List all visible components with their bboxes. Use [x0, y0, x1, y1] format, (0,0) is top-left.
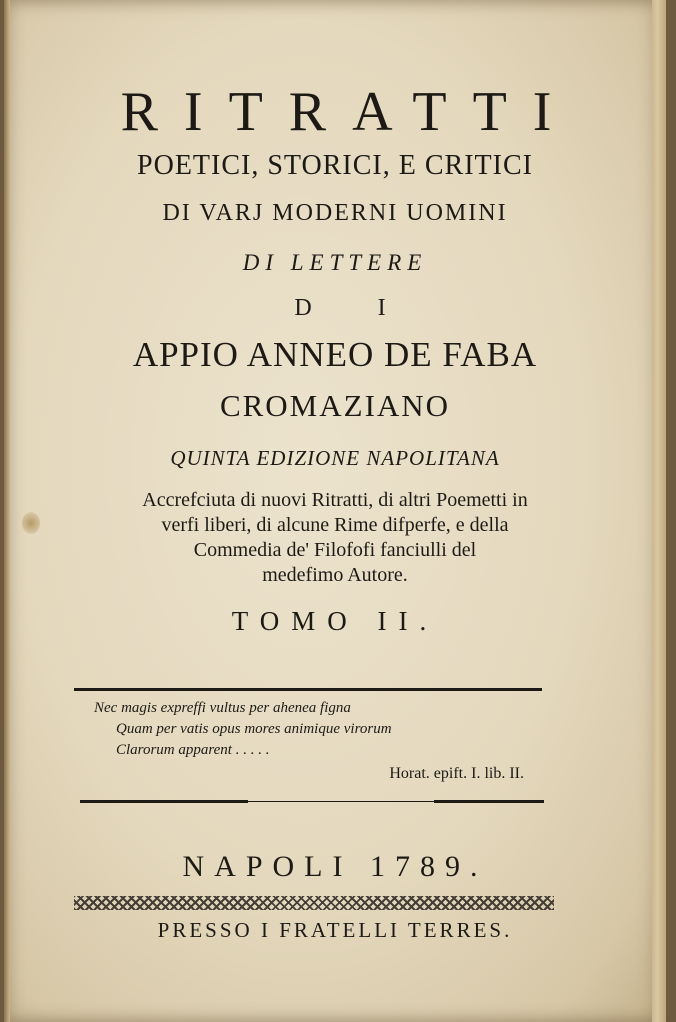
description-line: medefimo Autore.	[262, 564, 408, 586]
epigraph-line: Clarorum apparent . . . . .	[116, 742, 270, 758]
epigraph	[94, 698, 544, 784]
epigraph-line: Quam per vatis opus mores animique virorum	[116, 721, 392, 737]
author-name: APPIO ANNEO DE FABA	[132, 335, 538, 374]
description-block	[4, 488, 666, 588]
volume-number: TOMO II.	[231, 606, 439, 636]
description-line: verfi liberi, di alcune Rime difperfe, e della	[161, 514, 509, 536]
imprint-printer: PRESSO I FRATELLI TERRES.	[157, 918, 513, 942]
epigraph-source: Horat. epift. I. lib. II.	[389, 765, 524, 782]
subtitle-line-1: POETICI, STORICI, E CRITICI	[137, 150, 533, 181]
bottom-rule-middle	[248, 801, 434, 802]
description-line: Accrefciuta di nuovi Ritratti, di altri Poemetti in	[142, 489, 528, 511]
title-page	[4, 0, 666, 1022]
bottom-rule-right	[434, 800, 544, 803]
description-line: Commedia de' Filofofi fanciulli del	[193, 539, 477, 561]
by-line: D I	[294, 295, 416, 321]
top-rule	[74, 688, 542, 691]
subtitle-line-3: DI LETTERE	[242, 250, 428, 275]
imprint-city-year: NAPOLI 1789.	[182, 850, 488, 883]
book-title: RITRATTI	[120, 81, 578, 143]
subtitle-line-2: DI VARJ MODERNI UOMINI	[162, 200, 508, 226]
epigraph-line: Nec magis expreffi vultus per ahenea figna	[94, 700, 351, 716]
bottom-rule-left	[80, 800, 248, 803]
ornamental-border	[74, 896, 554, 910]
edition-statement: QUINTA EDIZIONE NAPOLITANA	[170, 446, 500, 470]
author-surname: CROMAZIANO	[219, 388, 451, 423]
